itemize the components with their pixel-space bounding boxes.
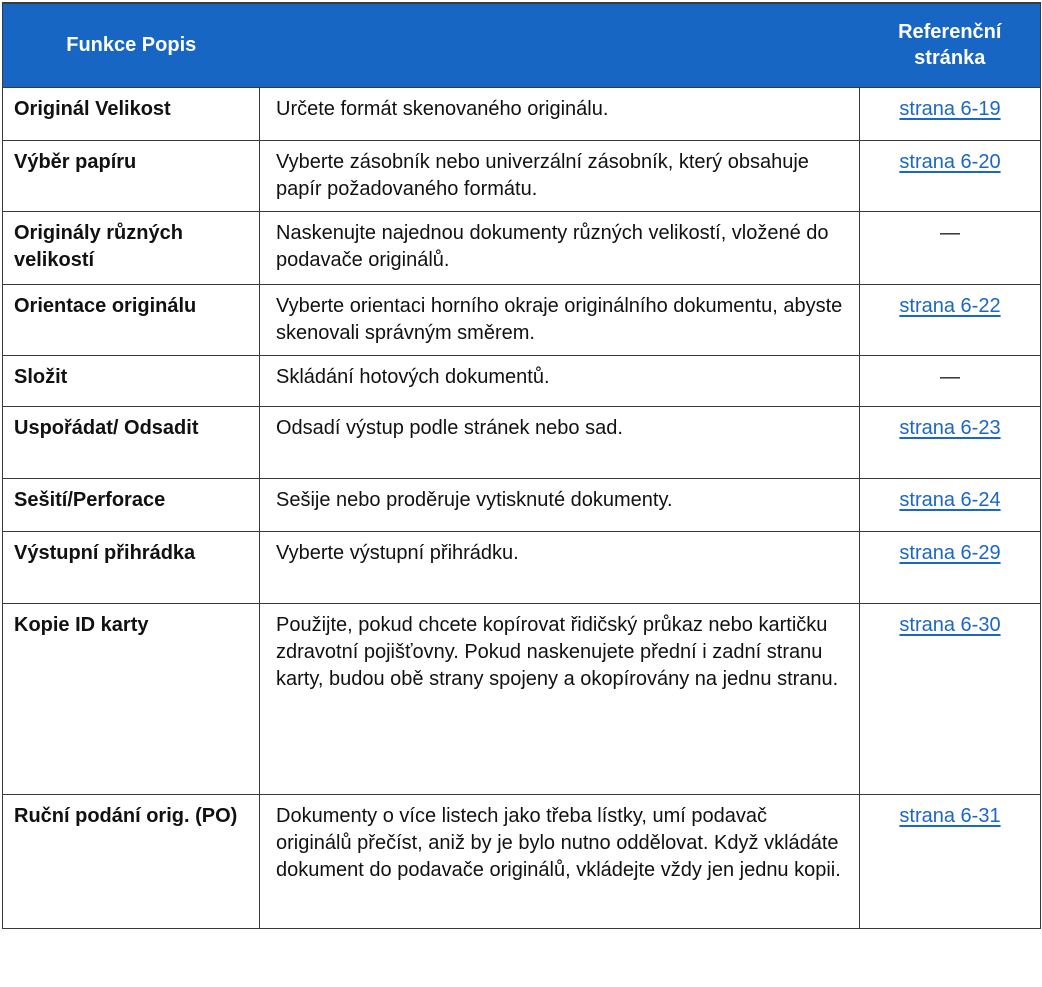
description-cell: Vyberte zásobník nebo univerzální zásobník, který obsahuje papír požadovaného formátu. (260, 140, 860, 211)
reference-cell (860, 211, 1041, 284)
page-reference-link[interactable]: strana 6-20 (899, 150, 1001, 173)
page-reference-link[interactable]: strana 6-19 (899, 97, 1001, 120)
table-row (3, 140, 1041, 211)
function-cell: Výběr papíru (3, 140, 260, 211)
no-reference-dash: — (940, 221, 960, 244)
reference-cell (860, 140, 1041, 211)
page-reference-link[interactable]: strana 6-23 (899, 416, 1001, 439)
reference-cell (860, 406, 1041, 478)
reference-cell (860, 478, 1041, 531)
table-header (3, 3, 1041, 87)
description-cell: Vyberte výstupní přihrádku. (260, 531, 860, 603)
function-cell: Orientace originálu (3, 284, 260, 355)
reference-cell (860, 284, 1041, 355)
header-reference (860, 3, 1041, 87)
table-row (3, 478, 1041, 531)
table-row (3, 794, 1041, 928)
header-reference-line2: stránka (914, 47, 986, 70)
header-function: Funkce Popis (3, 3, 260, 87)
reference-cell (860, 603, 1041, 794)
page-reference-link[interactable]: strana 6-29 (899, 541, 1001, 564)
table-row (3, 355, 1041, 406)
function-cell: Výstupní přihrádka (3, 531, 260, 603)
table-row (3, 603, 1041, 794)
reference-cell (860, 87, 1041, 140)
reference-cell (860, 355, 1041, 406)
description-cell: Použijte, pokud chcete kopírovat řidičský průkaz nebo kartičku zdravotní pojišťovny. Pokud naskenujete přední i zadní stranu karty, budou obě strany spojeny a okopírovány na jednu stranu. (260, 603, 860, 794)
function-cell: Uspořádat/ Odsadit (3, 406, 260, 478)
description-cell: Vyberte orientaci horního okraje originálního dokumentu, abyste skenovali správným směrem. (260, 284, 860, 355)
function-cell: Originál Velikost (3, 87, 260, 140)
function-cell: Sešití/Perforace (3, 478, 260, 531)
reference-cell (860, 531, 1041, 603)
table-row (3, 406, 1041, 478)
table-row (3, 531, 1041, 603)
function-cell: Ruční podání orig. (PO) (3, 794, 260, 928)
function-cell: Složit (3, 355, 260, 406)
description-cell: Určete formát skenovaného originálu. (260, 87, 860, 140)
page-reference-link[interactable]: strana 6-30 (899, 613, 1001, 636)
page-reference-link[interactable]: strana 6-22 (899, 294, 1001, 317)
table-row (3, 87, 1041, 140)
table-row (3, 211, 1041, 284)
description-cell: Skládání hotových dokumentů. (260, 355, 860, 406)
page-reference-link[interactable]: strana 6-31 (899, 804, 1001, 827)
function-cell: Kopie ID karty (3, 603, 260, 794)
description-cell: Odsadí výstup podle stránek nebo sad. (260, 406, 860, 478)
no-reference-dash: — (940, 365, 960, 388)
description-cell: Sešije nebo proděruje vytisknuté dokumenty. (260, 478, 860, 531)
description-cell: Dokumenty o více listech jako třeba lístky, umí podavač originálů přečíst, aniž by je bylo nutno oddělovat. Když vkládáte dokument do podavače originálů, vkládejte vždy jen jednu kopii. (260, 794, 860, 928)
header-row (3, 3, 1041, 87)
table-row (3, 284, 1041, 355)
header-description (260, 3, 860, 87)
description-cell: Naskenujte najednou dokumenty různých velikostí, vložené do podavače originálů. (260, 211, 860, 284)
function-reference-table (2, 2, 1041, 929)
page-reference-link[interactable]: strana 6-24 (899, 488, 1001, 511)
header-reference-line1: Referenční (898, 21, 1002, 44)
reference-cell (860, 794, 1041, 928)
table-body (3, 87, 1041, 928)
function-cell: Originály různých velikostí (3, 211, 260, 284)
